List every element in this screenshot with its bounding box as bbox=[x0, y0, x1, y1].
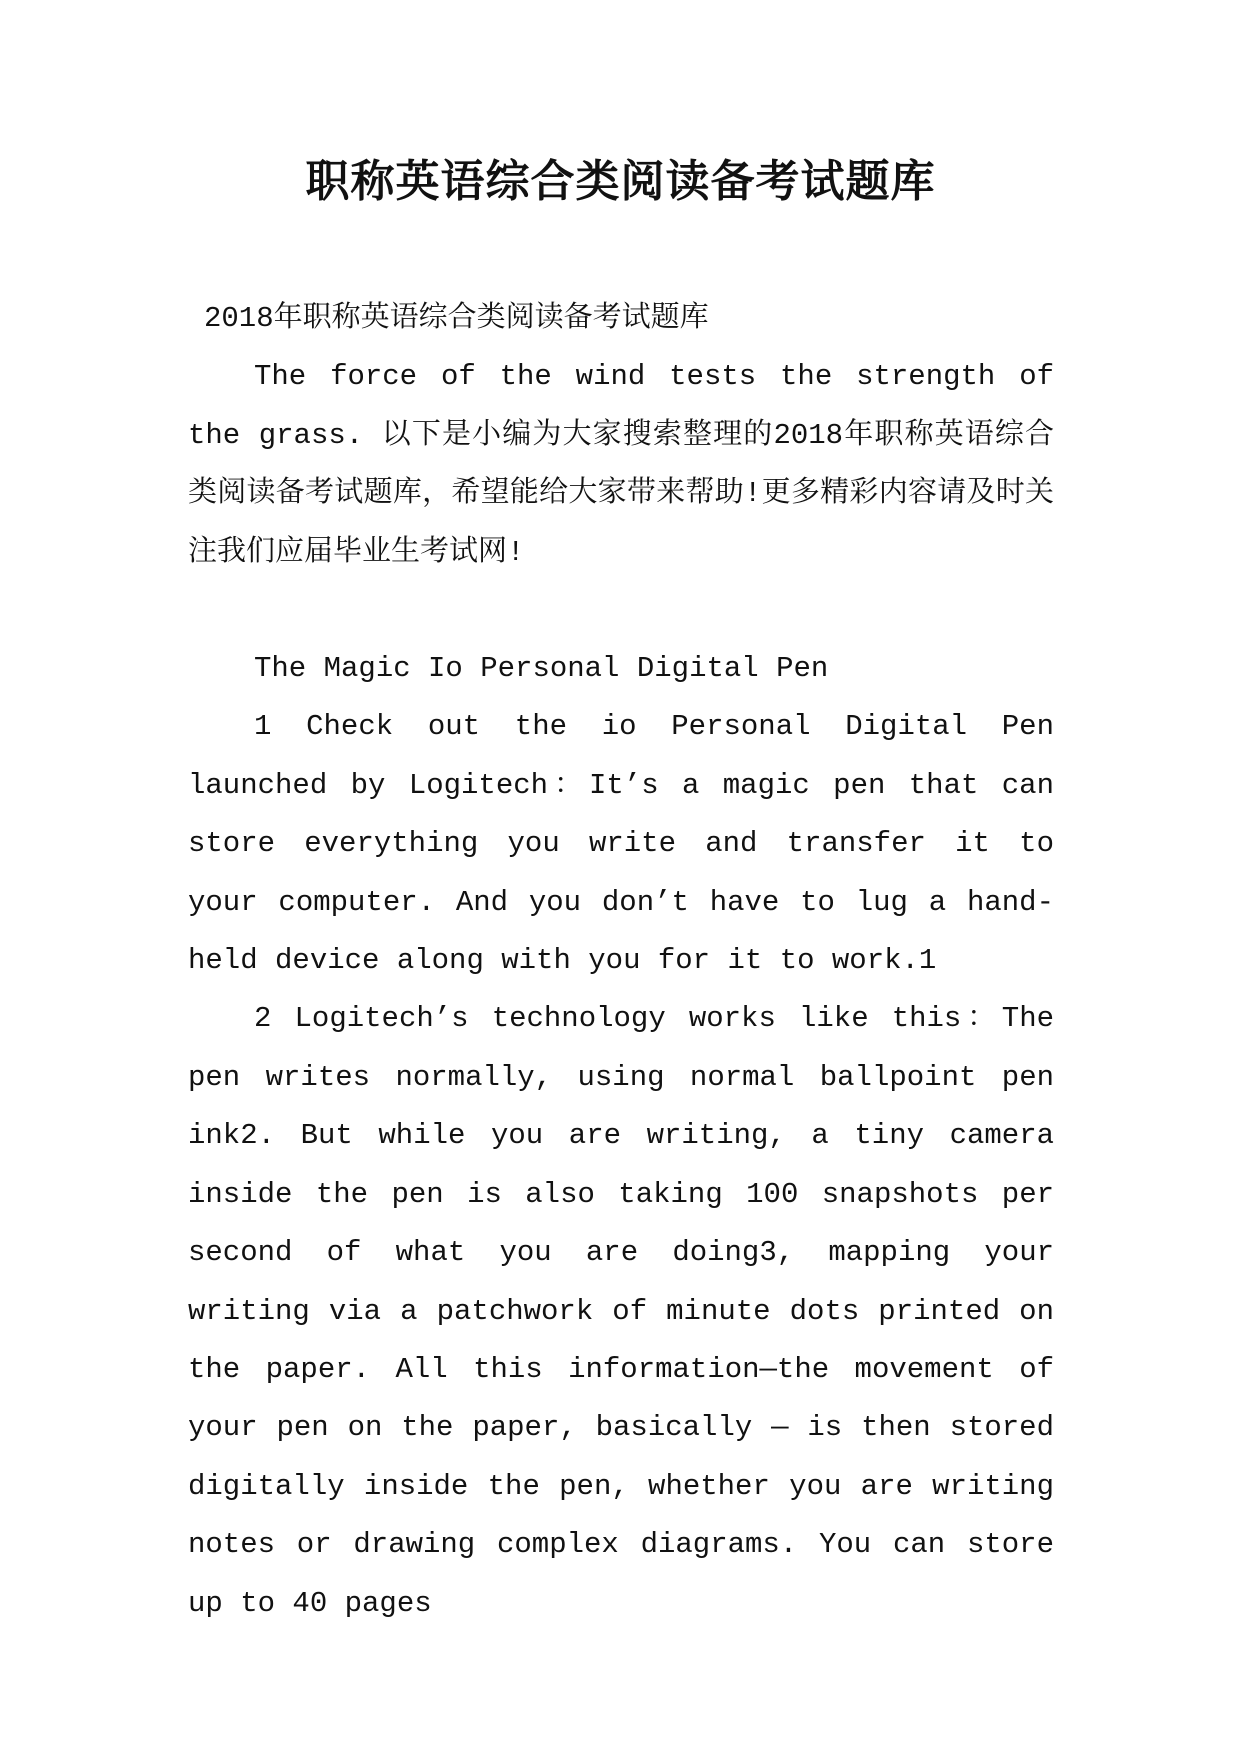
document-body bbox=[188, 290, 1054, 1633]
intro-paragraph: The force of the wind tests the strength of the grass. 以下是小编为大家搜索整理的2018年职称英语综合类阅读备考试题库，希望能给大家带来帮助!更多精彩内容请及时关注我们应届毕业生考试网! bbox=[188, 360, 1054, 569]
paragraph-2: 2 Logitech’s technology works like this：The pen writes normally, using normal ballpoint pen ink2. But while you are writing, a tiny camera inside the pen is also taking 100 snapshots per second of what you are doing3, mapping your writing via a patchwork of minute dots printed on the paper. All this information—the movement of your pen on the paper, basically — is then stored digitally inside the pen, whether you are writing notes or drawing complex diagrams. You can store up to 40 pages bbox=[188, 1002, 1054, 1620]
paragraph-1: 1 Check out the io Personal Digital Pen launched by Logitech：It’s a magic pen that can store everything you write and transfer it to your computer. And you don’t have to lug a hand-held device along with you for it to work.1 bbox=[188, 710, 1054, 978]
document-title: 职称英语综合类阅读备考试题库 bbox=[305, 156, 936, 207]
article-title: The Magic Io Personal Digital Pen bbox=[254, 652, 829, 686]
blank-line bbox=[188, 582, 1054, 640]
document-subtitle: 2018年职称英语综合类阅读备考试题库 bbox=[204, 302, 709, 335]
